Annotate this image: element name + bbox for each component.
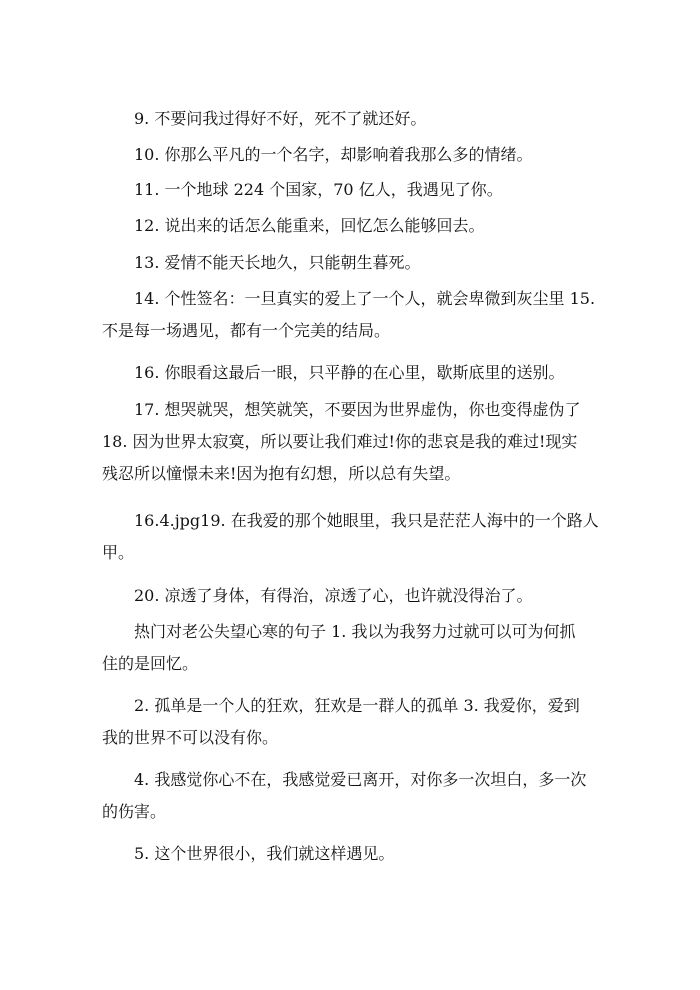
paragraph-20 xyxy=(102,580,602,612)
paragraph-line: 热门对老公失望心寒的句子 1. 我以为我努力过就可以可为何抓 xyxy=(134,622,576,641)
paragraph-line: 4. 我感觉你心不在，我感觉爱已离开，对你多一次坦白，多一次 xyxy=(134,770,587,789)
paragraph-line: 残忍所以憧憬未来!因为抱有幻想，所以总有失望。 xyxy=(102,464,461,483)
paragraph-section-heading xyxy=(102,616,602,680)
paragraph-line: 20. 凉透了身体，有得治，凉透了心，也许就没得治了。 xyxy=(134,586,533,605)
paragraph-11 xyxy=(102,174,602,206)
paragraph-line: 14. 个性签名：一旦真实的爱上了一个人，就会卑微到灰尘里 15. xyxy=(134,289,596,308)
paragraph-line: 10. 你那么平凡的一个名字，却影响着我那么多的情绪。 xyxy=(134,145,533,164)
paragraph-line: 甲。 xyxy=(102,543,135,562)
paragraph-line: 11. 一个地球 224 个国家，70 亿人，我遇见了你。 xyxy=(134,180,503,199)
paragraph-line: 住的是回忆。 xyxy=(102,654,199,673)
paragraph-line: 16. 你眼看这最后一眼，只平静的在心里，歇斯底里的送别。 xyxy=(134,363,565,382)
paragraph-12 xyxy=(102,210,602,242)
paragraph-line: 17. 想哭就哭，想笑就笑，不要因为世界虚伪，你也变得虚伪了 xyxy=(134,400,581,419)
paragraph-4 xyxy=(102,764,602,828)
paragraph-2 xyxy=(102,690,602,754)
paragraph-line: 9. 不要问我过得好不好，死不了就还好。 xyxy=(134,109,427,128)
paragraph-10 xyxy=(102,139,602,171)
paragraph-line: 我的世界不可以没有你。 xyxy=(102,728,279,747)
paragraph-line: 5. 这个世界很小，我们就这样遇见。 xyxy=(134,844,395,863)
paragraph-9 xyxy=(102,103,602,135)
paragraph-line: 的伤害。 xyxy=(102,802,167,821)
paragraph-19 xyxy=(102,505,602,569)
paragraph-16 xyxy=(102,357,602,389)
paragraph-14 xyxy=(102,283,602,347)
paragraph-13 xyxy=(102,247,602,279)
paragraph-line: 18. 因为世界太寂寞，所以要让我们难过!你的悲哀是我的难过!现实 xyxy=(102,432,578,451)
paragraph-line: 16.4.jpg19. 在我爱的那个她眼里，我只是茫茫人海中的一个路人 xyxy=(134,511,599,530)
paragraph-line: 不是每一场遇见，都有一个完美的结局。 xyxy=(102,321,391,340)
paragraph-17 xyxy=(102,394,602,490)
paragraph-line: 13. 爱情不能天长地久，只能朝生暮死。 xyxy=(134,253,421,272)
paragraph-line: 12. 说出来的话怎么能重来，回忆怎么能够回去。 xyxy=(134,216,485,235)
paragraph-line: 2. 孤单是一个人的狂欢，狂欢是一群人的孤单 3. 我爱你，爱到 xyxy=(134,696,580,715)
paragraph-5 xyxy=(102,838,602,870)
